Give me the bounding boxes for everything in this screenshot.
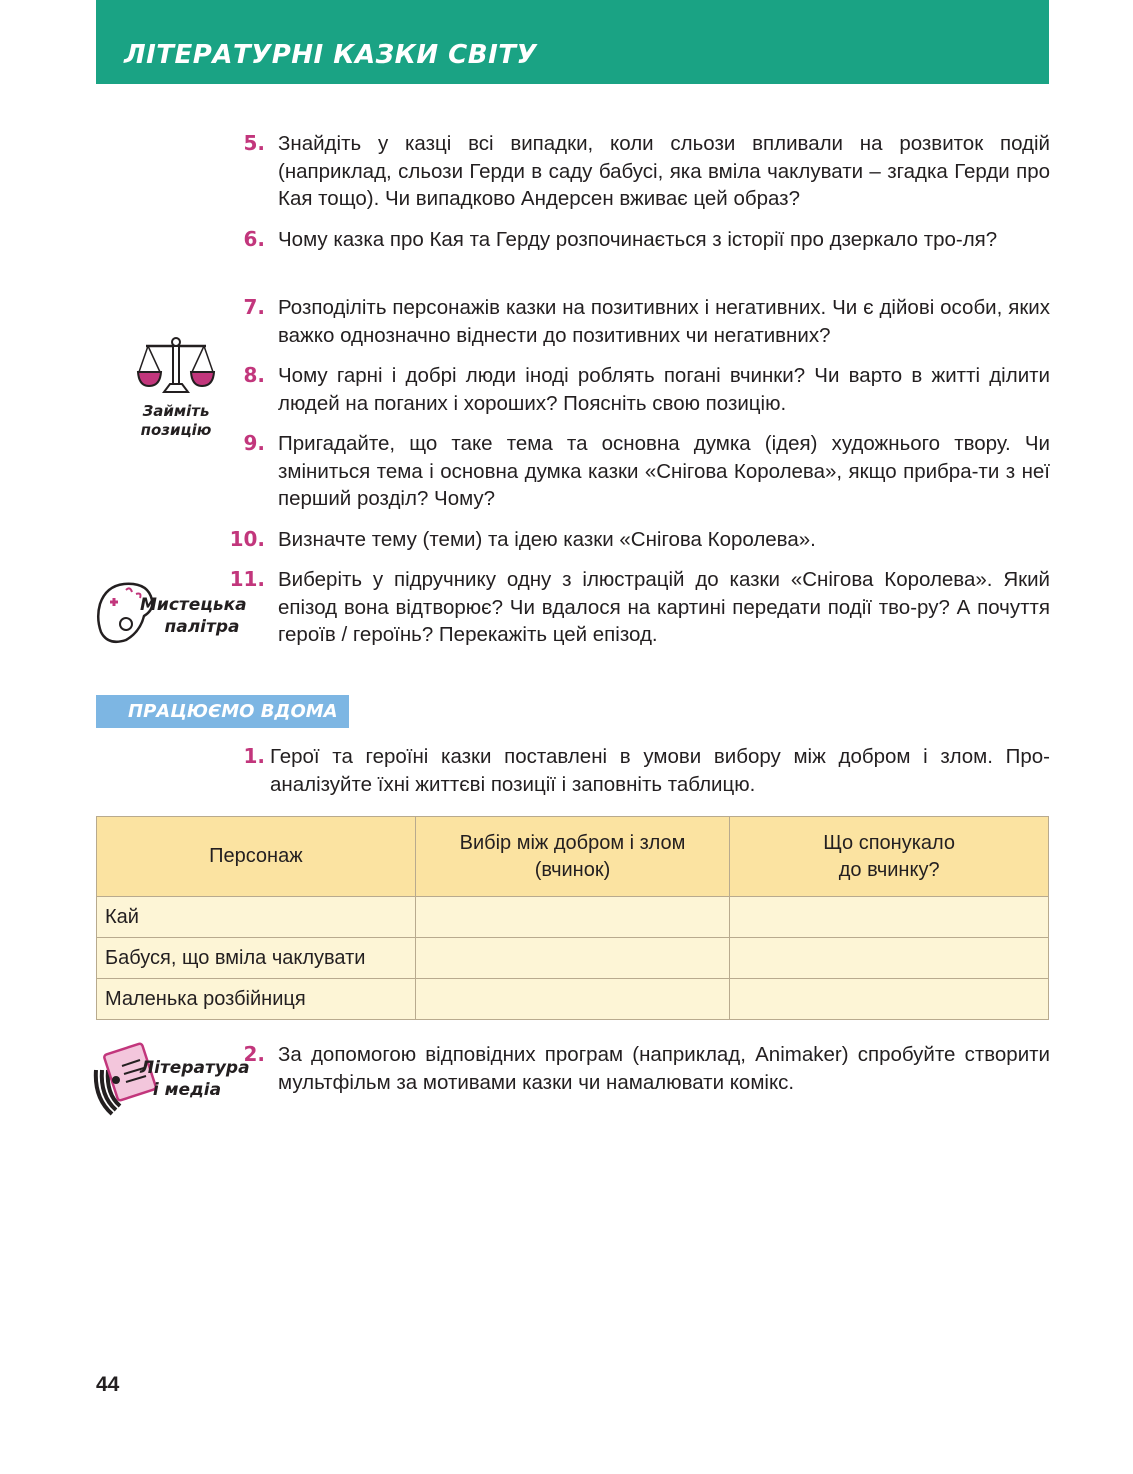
empty-cell[interactable] xyxy=(730,938,1049,979)
header-character xyxy=(97,817,416,897)
badge-media-label xyxy=(140,1057,250,1101)
character-cell: Маленька розбійниця xyxy=(97,979,416,1020)
badge-media-line1: Література xyxy=(140,1058,250,1078)
badge-palette-label xyxy=(140,594,247,638)
question-number: 11. xyxy=(229,567,265,591)
question-text: Чому гарні і добрі люди іноді роблять погані вчинки? Чи варто в житті ділити людей на поганих і хороших? Поясніть свою позицію. xyxy=(278,364,1050,415)
empty-cell[interactable] xyxy=(730,979,1049,1020)
empty-cell[interactable] xyxy=(415,897,730,938)
character-table xyxy=(96,816,1049,1020)
table-header-row xyxy=(97,817,1049,897)
question-number: 9. xyxy=(243,431,265,455)
badge-position-line1: Займіть xyxy=(142,402,210,420)
character-cell: Кай xyxy=(97,897,416,938)
question-number: 6. xyxy=(243,227,265,251)
question-text: Знайдіть у казці всі випадки, коли сльози впливали на розвиток подій (наприклад, сльози Герди в саду бабусі, яка вміла чаклувати – згадка Герди про Кая тощо). Чи випадково Андерсен вживає цей образ? xyxy=(278,132,1050,210)
header-choice-line2: (вчинок) xyxy=(534,858,611,881)
section-title: ПРАЦЮЄМО ВДОМА xyxy=(128,701,338,722)
homework-text: Герої та героїні казки поставлені в умови вибору між добром і злом. Про-аналізуйте їхні життєві позиції і заповніть таблицю. xyxy=(270,745,1050,796)
empty-cell[interactable] xyxy=(415,979,730,1020)
question-text: Визначте тему (теми) та ідею казки «Снігова Королева». xyxy=(278,528,816,551)
character-cell: Бабуся, що вміла чаклувати xyxy=(97,938,416,979)
question-text: Пригадайте, що таке тема та основна думка (ідея) художнього твору. Чи зміниться тема і основна думка казки «Снігова Королева», якщо прибра-ти з неї перший розділ? Чому? xyxy=(278,432,1050,510)
badge-media-line2: і медіа xyxy=(152,1080,222,1100)
section-header xyxy=(96,695,349,728)
question-text: Розподіліть персонажів казки на позитивних і негативних. Чи є дійові особи, яких важко однозначно віднести до позитивних чи негативних? xyxy=(278,296,1050,347)
table-row xyxy=(97,979,1049,1020)
table-row xyxy=(97,938,1049,979)
badge-palette-line2: палітра xyxy=(164,617,240,637)
empty-cell[interactable] xyxy=(415,938,730,979)
page-number: 44 xyxy=(96,1373,120,1396)
header-motive-line2: до вчинку? xyxy=(838,858,940,881)
question-text: Чому казка про Кая та Герду розпочинається з історії про дзеркало тро-ля? xyxy=(278,228,998,251)
homework-number: 2. xyxy=(243,1042,265,1066)
empty-cell[interactable] xyxy=(730,897,1049,938)
homework-number: 1. xyxy=(243,744,265,768)
header-choice-line1: Вибір між добром і злом xyxy=(459,831,686,854)
question-text: Виберіть у підручнику одну з ілюстрацій до казки «Снігова Королева». Який епізод вона відтворює? Чи вдалося на картині передати події тво-ру? А почуття героїв / героїнь? Перекажіть цей епізод. xyxy=(278,568,1050,646)
chapter-title: ЛІТЕРАТУРНІ КАЗКИ СВІТУ xyxy=(124,40,538,70)
table-row xyxy=(97,897,1049,938)
header-motive xyxy=(730,817,1049,897)
homework-text: За допомогою відповідних програм (наприклад, Animaker) спробуйте створити мультфільм за мотивами казки чи намалювати комікс. xyxy=(278,1043,1050,1094)
question-number: 10. xyxy=(229,527,265,551)
chapter-header xyxy=(96,0,1049,84)
scales-icon xyxy=(136,334,216,396)
badge-palette-line1: Мистецька xyxy=(140,595,247,615)
header-motive-line1: Що спонукало xyxy=(823,831,956,854)
badge-position-line2: позицію xyxy=(140,421,212,439)
header-character-text: Персонаж xyxy=(209,845,303,867)
question-number: 7. xyxy=(243,295,265,319)
header-choice xyxy=(415,817,730,897)
badge-position-label xyxy=(126,402,226,440)
question-number: 5. xyxy=(243,131,265,155)
question-number: 8. xyxy=(243,363,265,387)
